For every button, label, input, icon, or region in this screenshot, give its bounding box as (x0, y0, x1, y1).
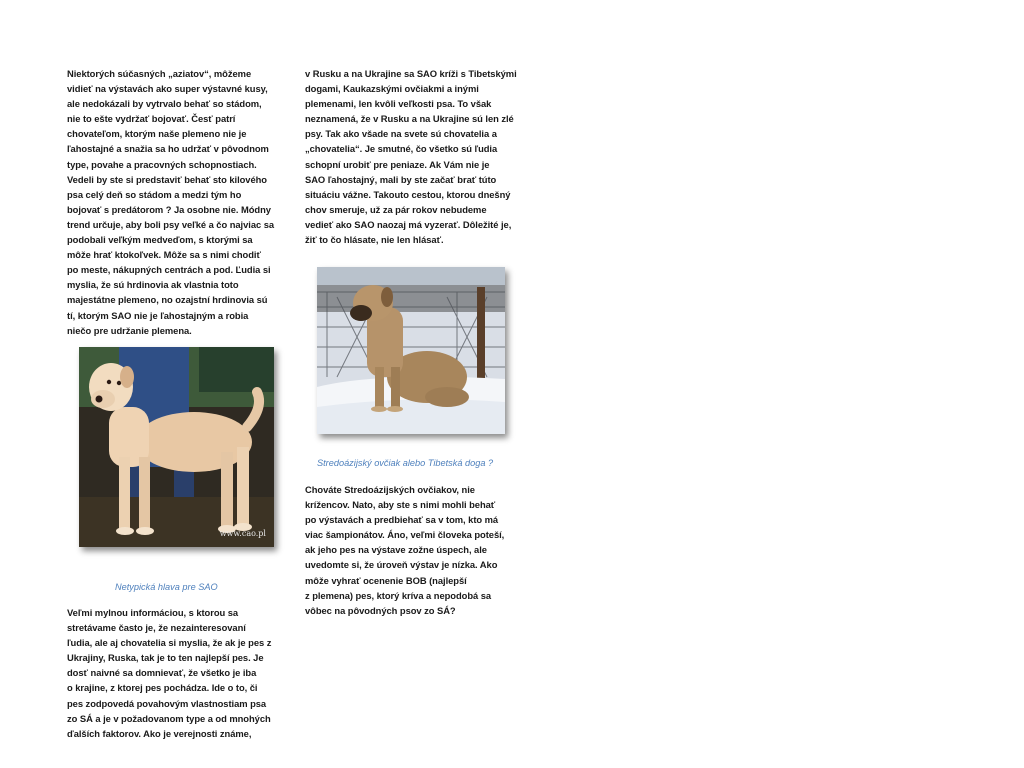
photo-caption-2: Stredoázijský ovčiak alebo Tibetská doga ? (317, 458, 494, 468)
article-paragraph-1: Niektorých súčasných „aziatov“, môžeme vidieť na výstavách ako super výstavné kusy, ale nedokázali by vytrvalo behať so stádom, nie to ešte vydržať bojovať. Česť patrí chovateľom, ktorým naše plemeno nie je ľahostajné a snažia sa ho udržať v pôvodnom type, povahe a pracovných schopnostiach. Vedeli by ste si predstaviť behať sto kilového psa celý deň so stádom a medzi tým ho bojovať s predátorom ? Ja osobne nie. Módny trend určuje, aby boli psy veľké a čo najviac sa podobali veľkým medveďom, s ktorými sa môže hrať ktokoľvek. Môže sa s nimi chodiť po meste, nákupných centrách a pod. Ľudia si myslia, že sú hrdinovia ak vlastnia toto majestátne plemeno, no ozajstní hrdinovia sú tí, ktorým SAO nie je ľahostajným a robia niečo pre udržanie plemena. (67, 68, 275, 336)
dog-photo-snow-sao (317, 267, 505, 434)
photo-watermark: www.cao.pl (219, 529, 266, 538)
article-paragraph-3: v Rusku a na Ukrajine sa SAO kríži s Tibetskými dogami, Kaukazskými ovčiakmi a inými plemenami, len kvôli veľkosti psa. To však neznamená, že v Rusku a na Ukrajine sú len zlé psy. Tak ako všade na svete sú chovatelia a „chovatelia“. Je smutné, čo všetko sú ľudia schopní urobiť pre peniaze. Ak Vám nie je SAO ľahostajný, mali by ste začať brať túto situáciu vážne. Takouto cestou, ktorou dnešný chov smeruje, už za pár rokov nebudeme vedieť ako SAO naozaj má vyzerať. Dôležité je, žiť to čo hlásate, nie len hlásať. (305, 68, 517, 246)
photo-caption-1: Netypická hlava pre SAO (115, 582, 218, 592)
dog-photo-light-sao (79, 347, 274, 547)
article-paragraph-4: Chováte Stredoázijských ovčiakov, nie krížencov. Nato, aby ste s nimi mohli behať po výstavách a predbiehať sa v tom, kto má viac šampionátov. Áno, veľmi človeka poteší, ak jeho pes na výstave zožne úspech, ale uvedomte si, že úroveň výstav je nízka. Ako môže vyhrať ocenenie BOB (najlepší z plemena) pes, ktorý kríva a nepodobá sa vôbec na pôvodných psov zo SÁ? (305, 484, 505, 616)
article-paragraph-2: Veľmi mylnou informáciou, s ktorou sa stretávame často je, že nezainteresovaní ľudia, ale aj chovatelia si myslia, že ak je pes z Ukrajiny, Ruska, tak je to ten najlepší pes. Je dosť naivné sa domnievať, že všetko je iba o krajine, z ktorej pes pochádza. Ide o to, či pes zodpovedá povahovým vlastnostiam psa zo SÁ a je v požadovanom type a od mnohých ďalších faktorov. Ako je verejnosti známe, (67, 607, 272, 739)
